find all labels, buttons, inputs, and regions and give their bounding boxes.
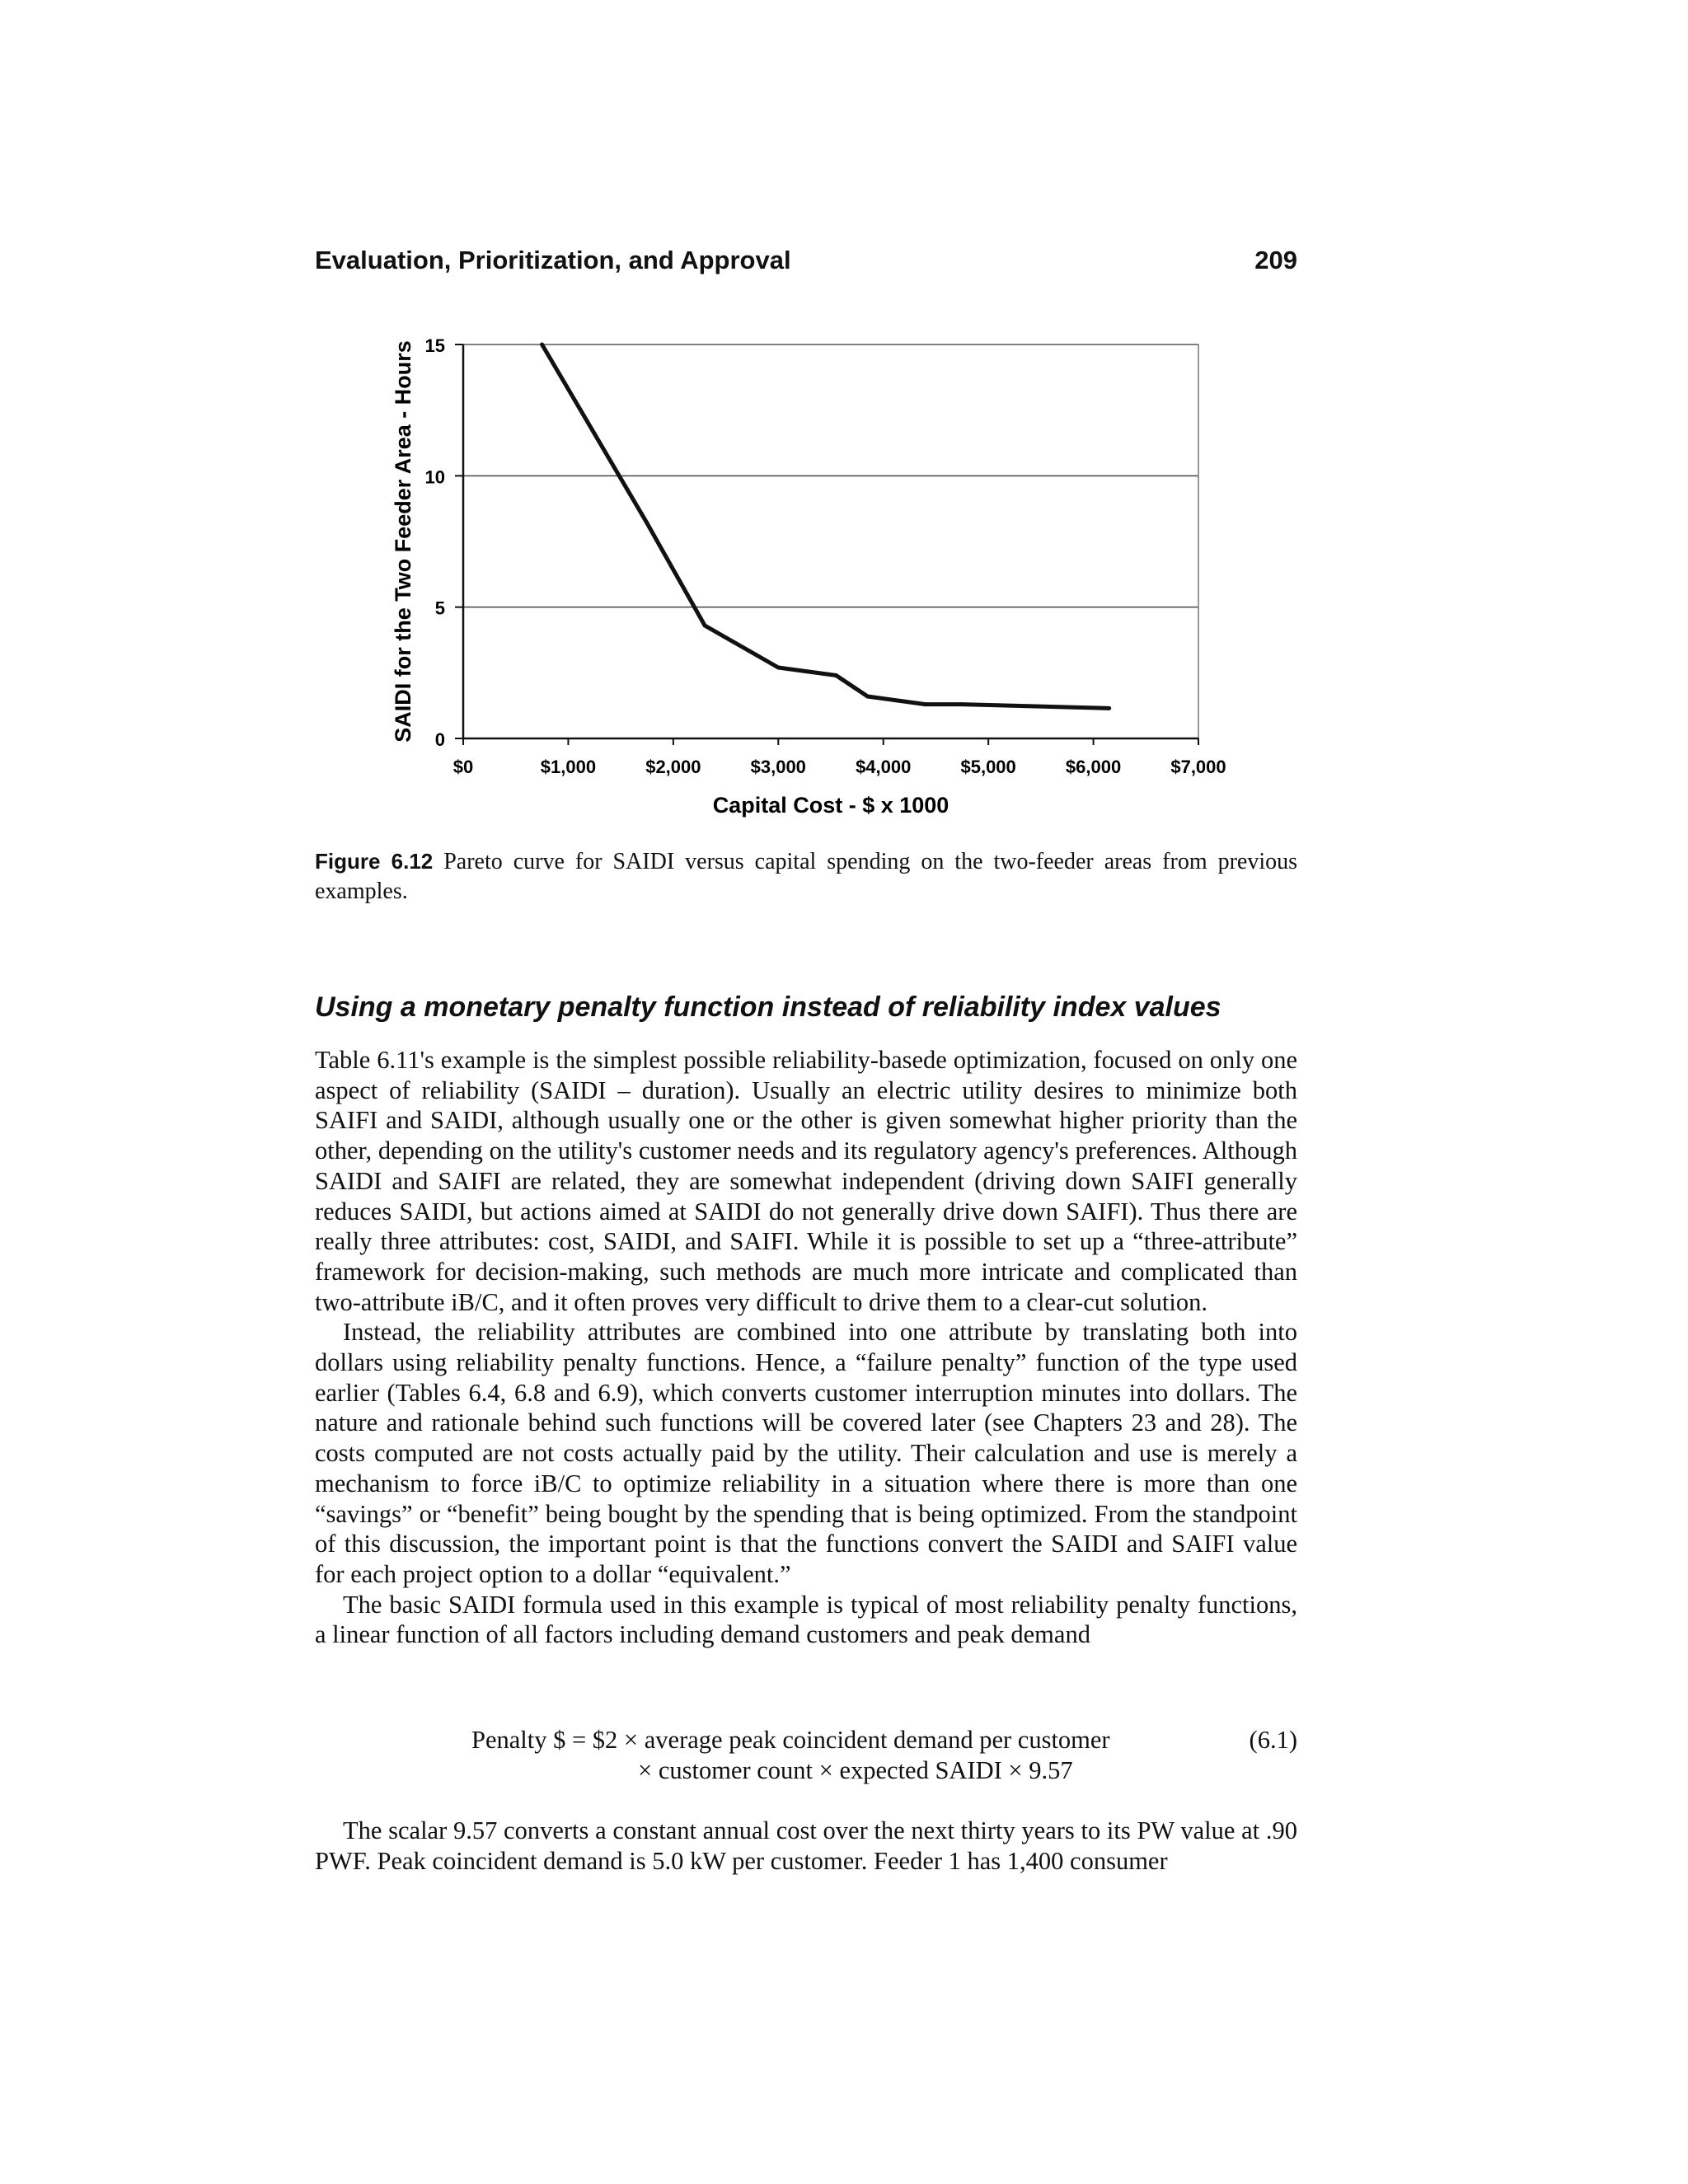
data-point-1 bbox=[645, 521, 649, 525]
y-tick-label-3: 15 bbox=[424, 335, 445, 356]
figure-caption bbox=[315, 846, 1297, 907]
data-point-0 bbox=[540, 343, 544, 347]
equation-line-1: Penalty $ = $2 × average peak coincident demand per customer bbox=[471, 1726, 1110, 1754]
y-axis-ticks bbox=[425, 335, 463, 750]
x-tick-label-2: $2,000 bbox=[645, 757, 701, 777]
x-tick-label-0: $0 bbox=[452, 757, 474, 777]
x-axis-label: Capital Cost - $ x 1000 bbox=[712, 793, 950, 818]
x-tick-label-1: $1,000 bbox=[540, 757, 597, 777]
body-text-continued bbox=[315, 1816, 1297, 1877]
x-axis-ticks bbox=[453, 738, 1226, 777]
data-point-2 bbox=[703, 623, 707, 627]
page-number: 209 bbox=[1254, 246, 1297, 274]
equation-line-2: × customer count × expected SAIDI × 9.57 bbox=[638, 1756, 1073, 1784]
x-tick-label-5: $5,000 bbox=[960, 757, 1016, 777]
y-tick-label-1: 5 bbox=[434, 598, 445, 619]
figure-caption-text: Pareto curve for SAIDI versus capital spending on the two-feeder areas from previous examples. bbox=[315, 849, 1297, 904]
data-point-4 bbox=[834, 673, 838, 677]
y-tick-label-2: 10 bbox=[424, 466, 445, 488]
paragraph-1: Table 6.11's example is the simplest possible reliability-basede optimization, focused on only one aspect of reliability (SAIDI – duration). Usually an electric utility desires to minimize both SAIFI and SAIDI, although usually one or the other is given somewhat higher priority than the other, depending on the utility's customer needs and its regulatory agency's preferences. Although SAIDI and SAIFI are related, they are somewhat independent (driving down SAIFI generally reduces SAIDI, but actions aimed at SAIDI do not generally drive down SAIFI). Thus there are really three attributes: cost, SAIDI, and SAIFI. While it is possible to set up a “three-attribute” framework for decision-making, such methods are much more intricate and complicated than two-attribute iB/C, and it often proves very difficult to drive them to a clear-cut solution. bbox=[315, 1046, 1297, 1316]
equation-number: (6.1) bbox=[1249, 1726, 1297, 1754]
data-point-8 bbox=[1107, 706, 1111, 710]
running-head-title: Evaluation, Prioritization, and Approval bbox=[315, 246, 791, 274]
pareto-curve-line bbox=[542, 344, 1109, 708]
x-tick-label-4: $4,000 bbox=[856, 757, 912, 777]
section-heading: Using a monetary penalty function instead of reliability index values bbox=[315, 991, 1221, 1023]
paragraph-2: Instead, the reliability attributes are combined into one attribute by translating both into dollars using reliability penalty functions. Hence, a “failure penalty” function of the type used earlier (Tables 6.4, 6.8 and 6.9), which converts customer interruption minutes into dollars. The nature and rationale behind such functions will be covered later (see Chapters 23 and 28). The costs computed are not costs actually paid by the utility. Their calculation and use is merely a mechanism to force iB/C to optimize reliability in a situation where there is more than one “savings” or “benefit” being bought by the spending that is being optimized. From the standpoint of this discussion, the important point is that the functions convert the SAIDI and SAIFI value for each project option to a dollar “equivalent.” bbox=[315, 1318, 1297, 1588]
y-tick-label-0: 0 bbox=[434, 729, 445, 750]
x-tick-label-3: $3,000 bbox=[750, 757, 806, 777]
paragraph-4: The scalar 9.57 converts a constant annual cost over the next thirty years to its PW value at .90 PWF. Peak coincident demand is 5.0 kW per customer. Feeder 1 has 1,400 consumer bbox=[315, 1816, 1297, 1875]
series-pareto-curve bbox=[540, 343, 1111, 710]
data-point-5 bbox=[865, 695, 870, 699]
figure-label: Figure 6.12 bbox=[315, 849, 434, 874]
data-point-6 bbox=[923, 702, 927, 706]
y-axis-label: SAIDI for the Two Feeder Area - Hours bbox=[391, 340, 415, 743]
x-tick-label-7: $7,000 bbox=[1170, 757, 1226, 777]
x-tick-label-6: $6,000 bbox=[1065, 757, 1122, 777]
data-point-3 bbox=[776, 665, 781, 669]
chart-grid bbox=[463, 344, 1198, 607]
plot-frame bbox=[463, 344, 1198, 738]
pareto-chart bbox=[0, 0, 1688, 832]
equation-6-1 bbox=[315, 1725, 1297, 1791]
body-text bbox=[315, 1045, 1297, 1650]
paragraph-3: The basic SAIDI formula used in this example is typical of most reliability penalty functions, a linear function of all factors including demand customers and peak demand bbox=[315, 1590, 1297, 1649]
data-point-7 bbox=[960, 702, 964, 706]
